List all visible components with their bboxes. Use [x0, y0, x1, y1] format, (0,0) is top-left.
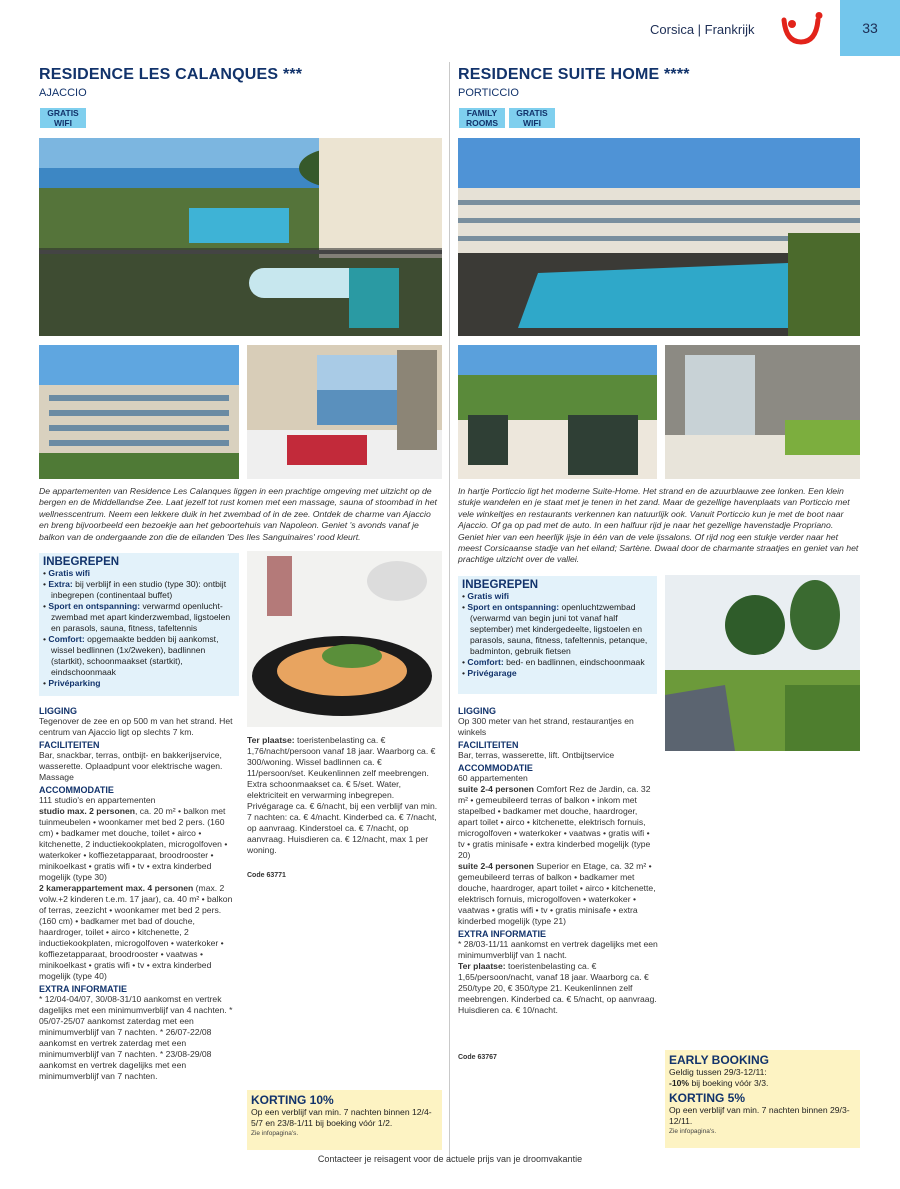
extra-info-text-left: * 12/04-04/07, 30/08-31/10 aankomst en vertrek dagelijks met een minimumverblijf van 4 nachten. * 05/07-25/07 aankomst zaterdag met een minimumverblijf van 7 nachten. * 26/07-22/08 aankomst en vertrek zaterdag met een minimumverblijf van 7 nachten. * 23/08-29/08 aankomst en vertrek dagelijks met een minimumverblijf van 7 nachten.: [39, 994, 233, 1081]
ter-plaatse-left: Ter plaatse: toeristenbelasting ca. € 1,76/nacht/persoon vanaf 18 jaar. Waarborg ca. € 300/woning. Wissel badlinnen ca. € 11/persoon/set. Keukenlinnen zelf meebrengen. Extra schoonmaakset ca. € 5/set. Water, elektriciteit en verwarming inbegrepen. Privégarage ca. € 6/nacht, bij een verblijf van min. 7 nachten: ca. € 4/nacht. Kinderbed ca. € 7/nacht, op aanvraag. Kinderstoel ca. € 7/nacht, op aanvraag. Huisdieren ca. € 12/nacht, max 1 per woning.: [247, 735, 438, 855]
extra-info-heading-right: EXTRA INFORMATIE: [458, 929, 546, 939]
details-right: [458, 704, 658, 1016]
accommodatie-text-left: 111 studio's en appartementen studio max. 2 personen, ca. 20 m² • balkon met tuinmeubelen • woonkamer met bed 2 pers. (160 cm) • badkamer met douche, toilet • airco • kitchenette, 2 inductiekookplaten, microgolfoven • waterkoker • koffiezetapparaat, broodrooster • minikoelkast • gratis wifi • tv • extra kinderbed mogelijk (type 30) 2 kamerappartement max. 4 personen (max. 2 volw.+2 kinderen t.e.m. 17 jaar), ca. 40 m² • balkon of terras, zeezicht • woonkamer met bed 2 pers. (160 cm) • badkamer met bad of douche, haardroger, toilet • airco • kitchenette, 2 inductiekookplaten, microgolfoven • waterkoker • koffiezetapparaat, broodrooster • vaatwas • minikoelkast • gratis wifi • tv • extra kinderbed mogelijk (type 40): [39, 795, 233, 981]
ligging-text-left: Tegenover de zee en op 500 m van het strand. Het centrum van Ajaccio ligt op slechts 7 km.: [39, 716, 233, 737]
early-booking-heading: EARLY BOOKING: [669, 1053, 770, 1067]
extra-info-text-right: * 28/03-11/11 aankomst en vertrek dagelijks met een minimumverblijf van 1 nacht.: [458, 939, 658, 960]
faciliteiten-text-right: Bar, terras, wasserette, lift. Ontbijtservice: [458, 750, 615, 760]
faciliteiten-text-left: Bar, snackbar, terras, ontbijt- en bakkerijservice, wasserette. Oplaadpunt voor elektrische wagen. Massage: [39, 750, 223, 782]
badge-gratis-wifi: GRATIS WIFI: [509, 108, 555, 128]
included-title-left: INBEGREPEN: [43, 556, 120, 568]
ligging-heading-left: LIGGING: [39, 706, 77, 716]
early-booking-box: [665, 1050, 860, 1148]
accommodatie-heading-right: ACCOMMODATIE: [458, 763, 533, 773]
included-item: • Gratis wifi: [462, 591, 509, 601]
included-item: • Sport en ontspanning: openluchtzwembad (verwarmd van begin juni tot vanaf half september) met kindergedeelte, ligstoelen en parasols, sauna, fitness, tafeltennis, petanque, badminton, gebruik fietsen: [462, 602, 648, 656]
ter-plaatse-right: Ter plaatse: toeristenbelasting ca. € 1,65/persoon/nacht, vanaf 18 jaar. Waarborg ca. € 250/type 20, € 350/type 21. Keukenlinnen zelf meebrengen. Kinderbed ca. € 5/nacht, op aanvraag. Huisdieren ca. € 10/nacht.: [458, 961, 657, 1015]
discount-heading-left: KORTING 10%: [251, 1093, 334, 1107]
photo-garden-path: [665, 575, 860, 751]
discount-note-right: Zie infopagina's.: [669, 1128, 717, 1135]
details-left: [39, 704, 239, 1082]
discount-heading-right: KORTING 5%: [669, 1091, 746, 1105]
included-title-right: INBEGREPEN: [462, 579, 539, 591]
page-number: 33: [840, 0, 900, 56]
photo-building-exterior: [39, 345, 239, 479]
page-header-title: Corsica | Frankrijk: [650, 22, 755, 37]
photo-bedroom-seaview: [247, 345, 442, 479]
discount-note-left: Zie infopagina's.: [251, 1130, 299, 1137]
tui-logo-icon: [778, 12, 824, 48]
hotel-location-right: PORTICCIO: [458, 87, 519, 99]
faciliteiten-heading-right: FACILITEITEN: [458, 740, 519, 750]
faciliteiten-heading-left: FACILITEITEN: [39, 740, 100, 750]
hotel-location-left: AJACCIO: [39, 87, 87, 99]
photo-pool-balcony: [39, 138, 442, 336]
photo-resort-pool: [458, 138, 860, 336]
photo-terrace-table: [458, 345, 657, 479]
included-item: • Comfort: bed- en badlinnen, eindschoonmaak: [462, 657, 645, 667]
photo-food-dish: [247, 551, 442, 727]
discount-text-right: Op een verblijf van min. 7 nachten binnen 29/3-12/11.: [669, 1105, 850, 1126]
badge-gratis-wifi: GRATIS WIFI: [40, 108, 86, 128]
discount-box-left: [247, 1090, 442, 1150]
accommodatie-text-right: 60 appartementen suite 2-4 personen Comfort Rez de Jardin, ca. 32 m² • gemeubileerd terras of balkon • inkom met stapelbed • badkamer met douche, haardroger, apart toilet • airco • kitchenette, elektrisch fornuis, microgolfoven • waterkoker • vaatwas • gratis wifi • tv • gratis minisafe • extra kinderbed mogelijk (type 20) suite 2-4 personen Superior en Etage, ca. 32 m² • gemeubileerd terras of balkon • badkamer met douche, haardroger, apart toilet • airco • kitchenette, elektrisch fornuis, microgolfoven • waterkoker • vaatwas • gratis wifi • tv • gratis minisafe • extra kinderbed mogelijk (type 21): [458, 773, 656, 926]
hotel-title-right: RESIDENCE SUITE HOME ****: [458, 66, 690, 83]
included-item: • Privéparking: [43, 678, 101, 688]
included-box-left: [39, 553, 239, 696]
early-booking-discount: -10% bij boeking vóór 3/3.: [669, 1077, 769, 1088]
footer-text: Contacteer je reisagent voor de actuele prijs van je droomvakantie: [317, 1154, 583, 1164]
intro-text-left: De appartementen van Residence Les Calanques liggen in een prachtige omgeving met uitzicht op de bergen en de Middellandse Zee. Laat jezelf tot rust komen met een massage, sauna of stoombad in het wellnesscentrum. Neem een lekkere duik in het zwembad of in de zee. Ontdek de charme van Ajaccio en breng bijvoorbeeld een bezoekje aan het geboortehuis van Napoleon. Geniet 's avonds vanaf je balkon van de ondergaande zon die de eilanden 'Des Iles Sanguinaires' rood kleurt.: [39, 486, 437, 542]
included-item: • Extra: bij verblijf in een studio (type 30): ontbijt inbegrepen (continentaal buffet): [43, 579, 227, 600]
included-item: • Sport en ontspanning: verwarmd openlucht-zwembad met apart kinderzwembad, ligstoelen en parasols, sauna, fitness, tafeltennis: [43, 601, 231, 633]
code-left: Code 63771: [247, 872, 286, 879]
code-right: Code 63767: [458, 1054, 497, 1061]
photo-bedroom: [665, 345, 860, 479]
included-box-right: [458, 576, 657, 694]
accommodatie-heading-left: ACCOMMODATIE: [39, 785, 114, 795]
ligging-text-right: Op 300 meter van het strand, restaurantjes en winkels: [458, 716, 634, 737]
included-item: • Gratis wifi: [43, 568, 90, 578]
discount-text-left: Op een verblijf van min. 7 nachten binnen 12/4-5/7 en 23/8-1/11 bij boeking vóór 1/2.: [251, 1107, 432, 1128]
extra-info-heading-left: EXTRA INFORMATIE: [39, 984, 127, 994]
column-divider: [449, 62, 450, 1162]
intro-text-right: In hartje Porticcio ligt het moderne Suite-Home. Het strand en de azuurblauwe zee lonken. Een klein stukje wandelen en je staat met je tenen in het zand. Maar de gezellige havenplaats van Porticcio met vele winkeltjes en restaurants verkennen kan natuurlijk ook. Vanuit Porticcio kun je met de boot naar Ajaccio. Of ga op pad met de auto. In een halfuur rijd je naar het gezellige havenstadje Propriano. Geniet hier van een heerlijk ijsje in één van de vele ijssalons. Of rijd nog een stukje verder naar het meest Corsicaanse stadje van het eiland; Sartène. Dwaal door de charmante straatjes en geniet van het prachtige uitzicht over de vallei.: [458, 486, 859, 565]
early-booking-text: Geldig tussen 29/3-12/11:: [669, 1067, 767, 1077]
ligging-heading-right: LIGGING: [458, 706, 496, 716]
badge-family-rooms: FAMILY ROOMS: [459, 108, 505, 128]
included-item: • Comfort: opgemaakte bedden bij aankomst, wissel bedlinnen (1x/2weken), badlinnen (startkit), schoonmaakset (startkit), eindschoonmaak: [43, 634, 219, 677]
hotel-title-left: RESIDENCE LES CALANQUES ***: [39, 66, 303, 83]
included-item: • Privégarage: [462, 668, 517, 678]
